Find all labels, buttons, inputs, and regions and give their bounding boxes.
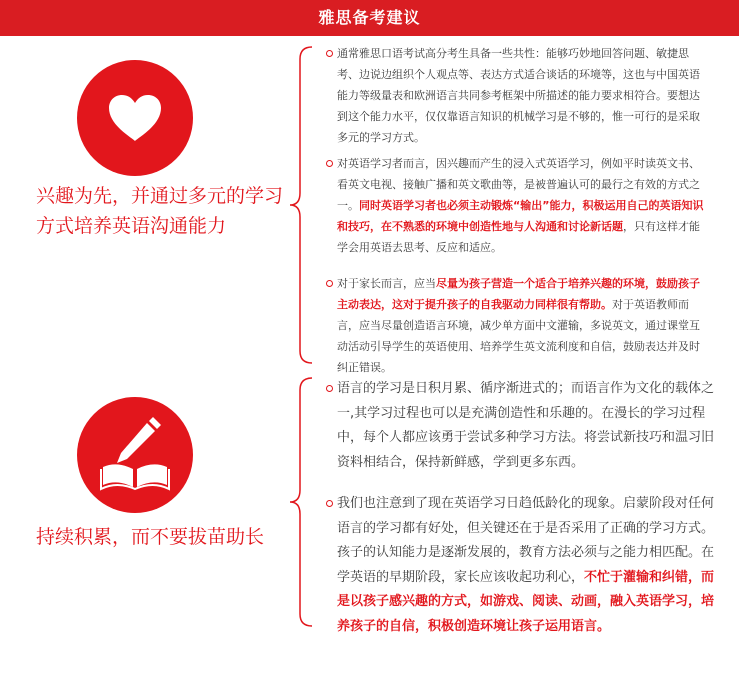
text-run: ，只有这样才能学会用英语去思考、反应和适应。 — [337, 220, 700, 254]
paragraph — [326, 43, 706, 148]
section-title-interest: 兴趣为先，并通过多元的学习方式培养英语沟通能力 — [36, 185, 284, 237]
text-run: 对英语学习者而言，因兴趣而产生的浸入式英语学习，例如平时读英文书、看英文电视、接触广播和英文歌曲等，是被普遍认可的最行之有效的方式之一。 — [337, 157, 700, 212]
pen-book-icon — [97, 417, 173, 493]
highlighted-text: 尽量为孩子营造一个适合于培养兴趣的环境，鼓励孩子主动表达，这对于提升孩子的自我驱动力同样很有帮助。 — [337, 277, 700, 311]
paragraph — [326, 273, 706, 378]
paragraph — [326, 492, 716, 639]
paragraph-text: 通常雅思口语考试高分考生具备一些共性：能够巧妙地回答问题、敏捷思考、边说边组织个人观点等、表达方式适合谈话的环境等，这也与中国英语能力等级量表和欧洲语言共同参考框架中所描述的能力要求相符合。要想达到这个能力水平，仅仅靠语言知识的机械学习是不够的，惟一可行的是采取多元的学习方式。 — [337, 47, 700, 144]
bullet-icon — [326, 500, 333, 507]
text-run: 对于家长而言，应当 — [337, 277, 436, 290]
paragraph — [326, 377, 716, 475]
heart-circle — [77, 60, 193, 176]
page-header — [0, 0, 739, 36]
paragraph — [326, 153, 706, 258]
text-run: 对于英语教师而言，应当尽量创造语言环境，减少单方面中文灌输，多说英文，通过课堂互动活动引导学生的英语使用、培养学生英文流利度和自信，鼓励表达并及时纠正错误。 — [337, 298, 700, 374]
pen-book-circle — [77, 397, 193, 513]
section-bracket — [288, 45, 316, 365]
paragraph-text: 语言的学习是日积月累、循序渐进式的；而语言作为文化的载体之一,其学习过程也可以是充满创造性和乐趣的。在漫长的学习过程中，每个人都应该勇于尝试多种学习方法。将尝试新技巧和温习旧资料相结合，保持新鲜感，学到更多东西。 — [337, 381, 715, 470]
bullet-icon — [326, 280, 333, 287]
bullet-icon — [326, 385, 333, 392]
section-title-accumulate: 持续积累，而不要拔苗助长 — [36, 526, 265, 548]
section-bracket — [288, 376, 316, 628]
paragraph-text — [326, 153, 706, 258]
paragraph-text — [326, 273, 706, 378]
highlighted-text: 不忙于灌输和纠错，而是以孩子感兴趣的方式，如游戏、阅读、动画，融入英语学习，培养孩子的自信，积极创造环境让孩子运用语言。 — [337, 569, 715, 634]
paragraph-text — [326, 492, 716, 639]
header-title: 雅思备考建议 — [318, 8, 421, 27]
text-run: 我们也注意到了现在英语学习日趋低龄化的现象。启蒙阶段对任何语言的学习都有好处，但关键还在于是否采用了正确的学习方式。孩子的认知能力是逐渐发展的，教育方法必须与之能力相匹配。在学英语的早期阶段，家长应该收起功利心， — [337, 496, 715, 585]
bullet-icon — [326, 160, 333, 167]
bullet-icon — [326, 50, 333, 57]
heart-icon — [107, 93, 163, 143]
highlighted-text: 同时英语学习者也必须主动锻炼“输出”能力，积极运用自己的英语知识和技巧，在不熟悉的环境中创造性地与人沟通和讨论新话题 — [337, 199, 704, 233]
